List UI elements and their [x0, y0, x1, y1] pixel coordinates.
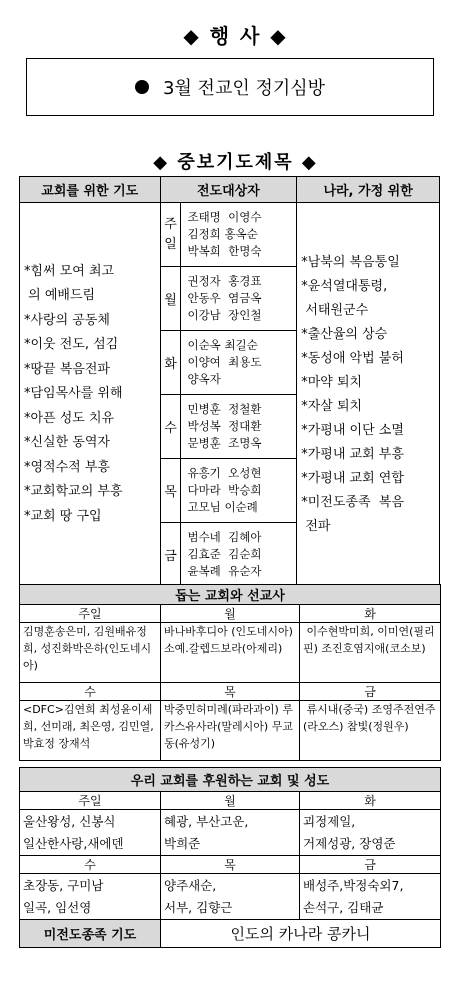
name-line: 고모님 이순례 [187, 500, 258, 514]
name-line: 이양여 최용도 [187, 355, 262, 369]
list-item: *자살 퇴치 [301, 398, 363, 414]
name-line: 범수네 김혜아 [187, 530, 262, 544]
day-label: 월 [161, 605, 300, 623]
unreached-value: 인도의 카나라 콩카니 [161, 920, 441, 948]
mission-cell: 이수현박미희, 이미연(필리핀) 조진호염지애(코소보) [300, 623, 441, 683]
evangelism-names [181, 331, 297, 395]
list-item: *아픈 성도 치유 [24, 410, 115, 426]
supporter-cell [161, 874, 300, 920]
list-item: *땅끝 복음전파 [24, 361, 110, 377]
evangelism-names [181, 459, 297, 523]
col-header-evangelism: 전도대상자 [160, 177, 297, 203]
supporter-line: 양주새순, [164, 877, 217, 893]
list-item: *신실한 동역자 [24, 435, 110, 451]
list-item: *사랑의 공동체 [24, 312, 110, 328]
mission-table [19, 584, 441, 761]
supporter-line: 일산한사랑,새에덴 [23, 835, 124, 851]
day-label: 주 일 [160, 203, 181, 267]
name-line: 김효준 김순희 [187, 547, 262, 561]
evangelism-names [181, 523, 297, 587]
day-label: 금 [160, 523, 181, 587]
list-item: 서태원군수 [301, 302, 369, 318]
supporters-table [19, 767, 441, 948]
day-label: 주일 [20, 792, 161, 810]
church-prayer-list [20, 203, 161, 587]
name-line: 박성복 정대환 [187, 419, 262, 433]
supporter-cell [161, 810, 300, 856]
mission-cell: <DFC>김연희 최성윤이세희, 선미래, 최은영, 김민열, 박효정 장재석 [20, 701, 161, 761]
day-label: 목 [161, 683, 300, 701]
list-item: *힘써 모여 최고 [24, 263, 115, 279]
nation-prayer-list [297, 203, 440, 587]
supporter-line: 초장동, 구미남 [23, 877, 104, 893]
list-item: *담임목사를 위해 [24, 386, 123, 402]
supporter-line: 혜광, 부산고운, [164, 813, 249, 829]
day-label: 화 [300, 605, 441, 623]
mission-cell: 바나바후디아 (인도네시아) 소예.갈렙드보라(아제리) [161, 623, 300, 683]
day-label: 금 [300, 856, 441, 874]
supporter-cell [300, 810, 441, 856]
supporter-line: 박희준 [164, 835, 201, 851]
name-line: 양옥자 [187, 372, 221, 386]
list-item: *동성애 악법 불허 [301, 350, 404, 366]
prayer-heading: ◆ 중보기도제목 ◆ [153, 152, 318, 173]
event-heading: ◆ 행 사 ◆ [183, 24, 288, 48]
list-item: 의 예배드림 [24, 288, 96, 304]
day-label: 주일 [20, 605, 161, 623]
name-line: 문병훈 조명옥 [187, 436, 262, 450]
day-label: 월 [160, 267, 181, 331]
mission-cell: 박중민허미례(파라과이) 루카스유사라(말레시아) 무교동(유성기) [161, 701, 300, 761]
unreached-label: 미전도종족 기도 [20, 920, 161, 948]
day-label: 화 [300, 792, 441, 810]
day-label: 목 [160, 459, 181, 523]
name-line: 윤복례 유순자 [187, 564, 262, 578]
list-item: *윤석열대통령, [301, 278, 388, 294]
event-item: 3월 전교인 정기심방 [163, 78, 325, 99]
name-line: 유흥기 오성현 [187, 466, 262, 480]
mission-cell: 김명훈송은미, 김원배유정희, 성진화박은하(인도네시아) [20, 623, 161, 683]
day-label: 수 [20, 856, 161, 874]
evangelism-names [181, 203, 297, 267]
supporter-line: 거제성광, 장영준 [303, 835, 396, 851]
name-line: 이강남 장인철 [187, 308, 262, 322]
list-item: *교회 땅 구입 [24, 508, 102, 524]
supporters-heading: 우리 교회를 후원하는 교회 및 성도 [20, 768, 441, 792]
name-line: 김정희 홍옥순 [187, 227, 258, 241]
supporter-line: 괴정제일, [303, 813, 356, 829]
list-item: *영적수적 부흥 [24, 459, 110, 475]
list-item: *남북의 복음통일 [301, 254, 400, 270]
supporter-line: 울산왕성, 신봉식 [23, 813, 116, 829]
supporter-cell [300, 874, 441, 920]
name-line: 안동우 염금옥 [187, 291, 262, 305]
name-line: 이순옥 최길순 [187, 338, 258, 352]
name-line: 권정자 홍경표 [187, 274, 262, 288]
list-item: *가평내 교회 연합 [301, 470, 404, 486]
list-item: *교회학교의 부흥 [24, 484, 123, 500]
day-label: 목 [161, 856, 300, 874]
col-header-church: 교회를 위한 기도 [20, 177, 161, 203]
col-header-nation: 나라, 가정 위한 [297, 177, 440, 203]
list-item: *가평내 교회 부흥 [301, 446, 404, 462]
mission-cell: 류시내(중국) 조영주전연주(라오스) 참빛(정원우) [300, 701, 441, 761]
list-item: *가평내 이단 소멸 [301, 422, 404, 438]
evangelism-names [181, 395, 297, 459]
name-line: 다마라 박승희 [187, 483, 262, 497]
supporter-cell [20, 810, 161, 856]
supporter-line: 서부, 김향근 [164, 899, 233, 915]
prayer-table [19, 176, 440, 587]
list-item: *출산율의 상승 [301, 326, 388, 342]
name-line: 박복희 한명숙 [187, 244, 262, 258]
name-line: 조태명 이영수 [187, 210, 262, 224]
day-label: 화 [160, 331, 181, 395]
evangelism-names [181, 267, 297, 331]
supporter-line: 배성주,박정숙외7, [303, 877, 404, 893]
day-label: 월 [161, 792, 300, 810]
supporter-line: 손석구, 김태균 [303, 899, 384, 915]
day-label: 수 [20, 683, 161, 701]
supporter-cell [20, 874, 161, 920]
name-line: 민병훈 정철환 [187, 402, 262, 416]
supporter-line: 일곡, 임선영 [23, 899, 92, 915]
list-item: *이웃 전도, 섬김 [24, 337, 119, 353]
list-item: 전파 [301, 518, 331, 534]
mission-heading: 돕는 교회와 선교사 [20, 585, 441, 605]
day-label: 금 [300, 683, 441, 701]
bullet-icon [135, 80, 149, 94]
day-label: 수 [160, 395, 181, 459]
event-box [26, 58, 434, 116]
list-item: *마약 퇴치 [301, 374, 363, 390]
list-item: *미전도종족 복음 [301, 494, 404, 510]
